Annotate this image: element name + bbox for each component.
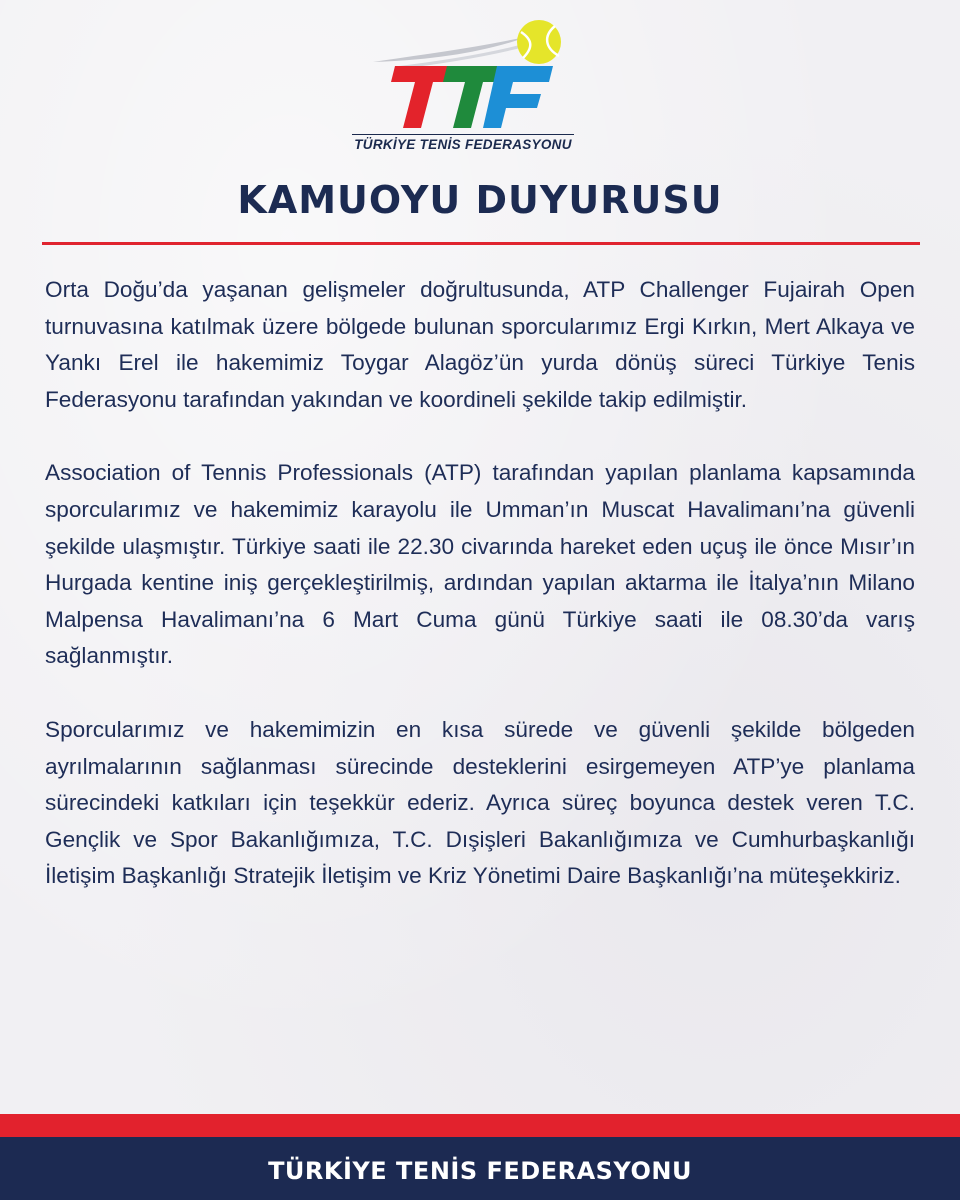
page-title: KAMUOYU DUYURUSU	[237, 178, 723, 222]
paragraph-3: Sporcularımız ve hakemimizin en kısa sürede ve güvenli şekilde bölgeden ayrılmalarının sağlanması sürecinde desteklerini esirgemeyen ATP’ye planlama sürecindeki katkıları için teşekkür ederiz. Ayrıca süreç boyunca destek veren T.C. Gençlik ve Spor Bakanlığımıza, T.C. Dışişleri Bakanlığımıza ve Cumhurbaşkanlığı İletişim Başkanlığı Stratejik İletişim ve Kriz Yönetimi Daire Başkanlığı’na müteşekkiriz.	[45, 716, 915, 889]
logo-caption: TÜRKİYE TENİS FEDERASYONU	[352, 134, 574, 152]
title-divider	[42, 242, 920, 245]
footer-federation-name: TÜRKİYE TENİS FEDERASYONU	[268, 1157, 692, 1185]
announcement-body	[45, 272, 915, 895]
footer-red-band	[0, 1114, 960, 1137]
ttf-logo-icon	[355, 18, 575, 138]
paragraph-2: Association of Tennis Professionals (ATP) tarafından yapılan planlama kapsamında sporcularımız ve hakemimiz karayolu ile Umman’ın Muscat Havalimanı’na güvenli şekilde ulaşmıştır. Türkiye saati ile 22.30 civarında hareket eden uçuş ile önce Mısır’ın Hurgada kentine iniş gerçekleştirilmiş, ardından yapılan aktarma ile İtalya’nın Milano Malpensa Havalimanı’na 6 Mart Cuma günü Türkiye saati ile 08.30’da varış sağlanmıştır.	[45, 460, 915, 669]
paragraph-1: Orta Doğu’da yaşanan gelişmeler doğrultusunda, ATP Challenger Fujairah Open turnuvasına katılmak üzere bölgede bulunan sporcularımız Ergi Kırkın, Mert Alkaya ve Yankı Erel ile hakemimiz Toygar Alagöz’ün yurda dönüş süreci Türkiye Tenis Federasyonu tarafından yakından ve koordineli şekilde takip edilmiştir.	[45, 277, 915, 412]
